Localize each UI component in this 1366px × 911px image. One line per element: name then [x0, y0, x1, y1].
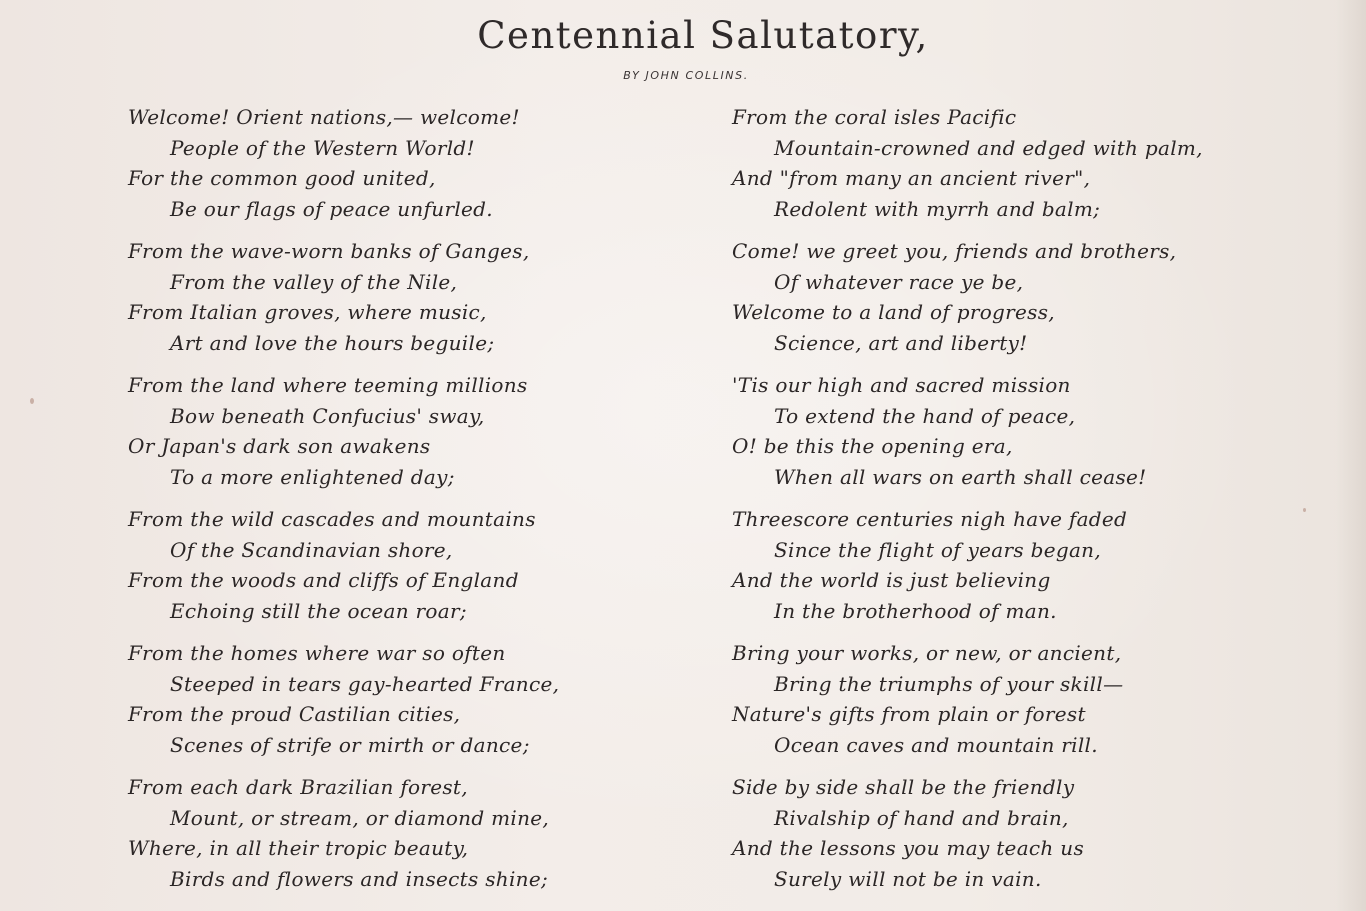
stanza-gap: [128, 626, 688, 638]
poem-line: To a more enlightened day;: [170, 464, 455, 489]
poem-line: From the coral isles Pacific: [732, 105, 1017, 129]
poem-line: Redolent with myrrh and balm;: [774, 196, 1101, 221]
paper-spot: [1303, 508, 1306, 512]
poem-line: From the proud Castilian cities,: [128, 702, 461, 726]
poem-line: Be our flags of peace unfurled.: [170, 196, 493, 221]
left-column: [128, 102, 688, 894]
poem-line: Welcome to a land of progress,: [732, 300, 1055, 324]
poem-line: Threescore centuries nigh have faded: [732, 507, 1128, 531]
stanza-gap: [732, 760, 1292, 772]
poem-line: Bow beneath Confucius' sway,: [170, 403, 485, 428]
stanza-gap: [732, 626, 1292, 638]
paper-spot: [30, 398, 34, 404]
poem-line: Mount, or stream, or diamond mine,: [170, 805, 550, 830]
poem-line: Echoing still the ocean roar;: [170, 598, 467, 623]
poem-line: And the world is just believing: [732, 568, 1051, 592]
poem-line: O! be this the opening era,: [732, 434, 1013, 458]
poem-line: When all wars on earth shall cease!: [774, 464, 1147, 489]
poem-line: Mountain-crowned and edged with palm,: [774, 135, 1203, 160]
poem-line: Surely will not be in vain.: [774, 866, 1042, 891]
poem-line: 'Tis our high and sacred mission: [732, 373, 1071, 397]
poem-line: Since the flight of years began,: [774, 537, 1102, 562]
stanza: [732, 370, 1292, 492]
poem-line: Where, in all their tropic beauty,: [128, 836, 469, 860]
poem-line: From the homes where war so often: [128, 641, 506, 665]
poem-line: And the lessons you may teach us: [732, 836, 1085, 860]
poem-byline: BY JOHN COLLINS.: [623, 69, 749, 82]
poem-line: Scenes of strife or mirth or dance;: [170, 732, 530, 757]
poem-line: Come! we greet you, friends and brothers,: [732, 239, 1177, 263]
stanza: [732, 772, 1292, 894]
poem-line: Of whatever race ye be,: [774, 269, 1024, 294]
stanza: [128, 236, 688, 358]
stanza-gap: [128, 358, 688, 370]
stanza-gap: [732, 224, 1292, 236]
page-edge-shadow: [1336, 0, 1366, 911]
poem-line: From the woods and cliffs of England: [128, 568, 519, 592]
poem-line: And "from many an ancient river",: [732, 166, 1091, 190]
poem-line: Birds and flowers and insects shine;: [170, 866, 549, 891]
poem-line: Welcome! Orient nations,— welcome!: [128, 105, 520, 129]
poem-line: Nature's gifts from plain or forest: [732, 702, 1086, 726]
poem-line: Rivalship of hand and brain,: [774, 805, 1069, 830]
right-column: [732, 102, 1292, 894]
stanza: [128, 370, 688, 492]
poem-line: Or Japan's dark son awakens: [128, 434, 431, 458]
poem-line: Ocean caves and mountain rill.: [774, 732, 1098, 757]
stanza: [128, 102, 688, 224]
poem-line: From the land where teeming millions: [128, 373, 528, 397]
poem-line: Of the Scandinavian shore,: [170, 537, 453, 562]
poem-line: To extend the hand of peace,: [774, 403, 1076, 428]
stanza-gap: [732, 358, 1292, 370]
stanza: [128, 638, 688, 760]
stanza: [732, 504, 1292, 626]
poem-line: From the wave-worn banks of Ganges,: [128, 239, 530, 263]
stanza: [732, 236, 1292, 358]
stanza: [732, 638, 1292, 760]
stanza: [732, 102, 1292, 224]
poem-line: From each dark Brazilian forest,: [128, 775, 468, 799]
stanza: [128, 504, 688, 626]
poem-line: Steeped in tears gay-hearted France,: [170, 671, 560, 696]
poem-line: Bring your works, or new, or ancient,: [732, 641, 1122, 665]
stanza: [128, 772, 688, 894]
stanza-gap: [732, 492, 1292, 504]
poem-line: For the common good united,: [128, 166, 436, 190]
poem-line: In the brotherhood of man.: [774, 598, 1057, 623]
poem-line: From the wild cascades and mountains: [128, 507, 536, 531]
stanza-gap: [128, 492, 688, 504]
poem-line: People of the Western World!: [170, 135, 475, 160]
poem-line: Art and love the hours beguile;: [170, 330, 495, 355]
poem-line: Science, art and liberty!: [774, 330, 1028, 355]
stanza-gap: [128, 760, 688, 772]
poem-line: From Italian groves, where music,: [128, 300, 487, 324]
poem-line: Bring the triumphs of your skill—: [774, 671, 1124, 696]
stanza-gap: [128, 224, 688, 236]
poem-line: From the valley of the Nile,: [170, 269, 458, 294]
poem-line: Side by side shall be the friendly: [732, 775, 1075, 799]
poem-title: Centennial Salutatory,: [477, 14, 929, 57]
